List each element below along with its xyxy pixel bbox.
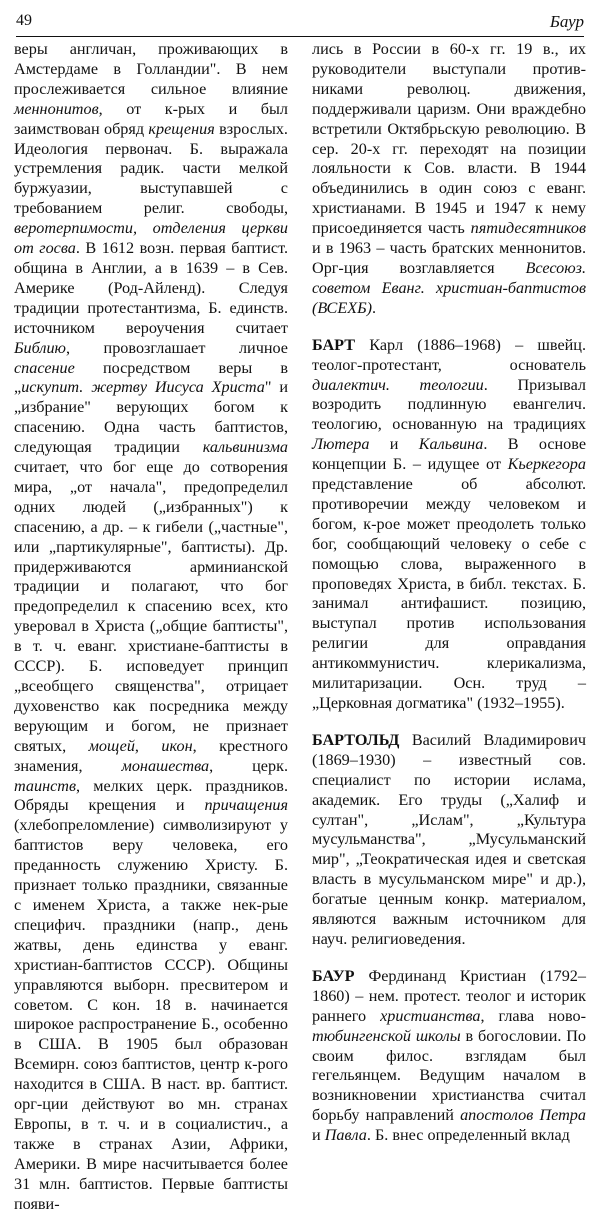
- entry-bartold: [312, 731, 586, 950]
- text-run: .: [372, 298, 377, 317]
- text-run: Василий Владимирович (1869–1930) – известный сов. специалист по истории ислама, академик. Его труды („Халиф и султан", „Ислам", „Культура мусульманства", „Мусульманский мир", „Теократическая идея и светская власть в мусульманском мире" и др.), богатые ценным конкр. материалом, являются важным источником для науч. религиоведения.: [312, 730, 586, 948]
- text-run: посредством веры в „: [14, 358, 288, 397]
- text-run: и: [369, 435, 419, 454]
- italic-term: кальвинизма: [202, 438, 288, 457]
- text-run: взрослых. Идеология первонач. Б. выражала устремления радик. части мелкой буржуазии, выступавшей с требованием религ. свободы,: [14, 119, 288, 218]
- italic-term: таинств: [14, 776, 77, 795]
- text-run: Карл (1886–1968) – швейц. теолог-протестант, основатель: [312, 335, 586, 374]
- entry-baur: [312, 967, 586, 1146]
- entry-headword: БАРТ: [312, 335, 356, 354]
- entry-headword: БАУР: [312, 966, 355, 985]
- text-run: в богословии. По своим филос. взглядам был гегельянцем. Ведущим началом в возникновении христианства считал борьбу направлений: [312, 1026, 586, 1125]
- entry-baur-text: [312, 967, 586, 1146]
- text-run: представление об абсолют. противоречии между человеком и богом, к-рое может преодолеть только бог, сообщающий человеку о себе с помощью слова, выраженного в проповедях Христа, в библ. текстах. Б. занимал антифашист. позицию, выступал против использования религии для оправдания антикоммунистич. клерикализма, милитаризации. Осн. труд – „Церковная догматика" (1932–1955).: [312, 475, 586, 712]
- text-run: . В основе концепции Б. – идущее от: [312, 435, 586, 474]
- italic-term: искупит. жертву Иисуса Христа: [21, 378, 265, 397]
- text-run: (хлебопреломление) символизируют у баптистов веру человека, его преданность служению Христу. Б. признает только праздники, связанные с именем Христа, а также нек-рые специфич. праздники (напр., день жатвы, день единства у еванг. христиан-баптистов СССР). Общины управляются выборн. пресвитером и советом. С кон. 18 в. начинается широкое распространение Б., особенно в США. В 1905 был образован Всемирн. союз баптистов, центр к-рого находится в США. В наст. вр. баптист. орг-ции действуют во мн. странах Европы, в т. ч. и в социалистич., а также в странах Азии, Африки, Америки. В мире насчитывается более 31 млн. баптистов. Первые баптисты появи-: [14, 816, 288, 1213]
- italic-term: апостолов Петра: [460, 1106, 586, 1125]
- italic-term: диалектич. теологии: [312, 375, 484, 394]
- italic-term: мощей: [88, 736, 135, 755]
- right-column: [312, 40, 586, 1146]
- text-run: Фердинанд Кристиан (1792–1860) – нем. протест. теолог и историк раннего: [312, 966, 586, 1025]
- text-run: и: [312, 1126, 325, 1145]
- text-run: , провозглашает личное: [65, 338, 288, 357]
- entry-bart-text: [312, 336, 586, 714]
- text-run: и в 1963 – часть братских меннонитов. Орг-ция возглавляется: [312, 239, 586, 277]
- entry-continuation-baptism: [14, 40, 288, 1214]
- text-run: . Б. внес определенный вклад: [366, 1126, 570, 1145]
- text-run: , глава ново-: [480, 1006, 586, 1025]
- italic-term: Павла: [324, 1126, 367, 1145]
- italic-term: меннонитов: [14, 99, 99, 118]
- italic-term: Кьеркегора: [507, 455, 586, 474]
- text-run: лись в России в 60-х гг. 19 в., их руководители выступали против-никами революц. движения, поддерживали царизм. Они враждебно встретили Октябрьскую революцию. В сер. 20-х гг. переходят на позиции лояльности к Сов. власти. В 1944 объединились в один союз с еванг. христианами. В 1945 и 1947 к нему присоединяется часть: [312, 40, 586, 238]
- text-run: ,: [134, 736, 162, 755]
- italic-term: спасение: [14, 358, 75, 377]
- text-run: " и „избрание" верующих богом к спасению. Одна часть баптистов, следующая традиции: [14, 378, 288, 457]
- text-run: , мелких церк. праздников. Обряды крещения и: [14, 776, 288, 815]
- text-run: . Призывал возродить подлинную евангелич. теологию, основанную на традициях: [312, 375, 586, 434]
- italic-term: Лютера: [312, 435, 370, 454]
- entry-headword: БАРТОЛЬД: [312, 730, 400, 749]
- text-run: , от к-рых и был заимствован обряд: [14, 99, 288, 138]
- italic-term: Кальвина: [418, 435, 484, 454]
- italic-term: Библию: [14, 338, 66, 357]
- italic-term: Всесоюз. советом Еванг. христиан-баптистов (ВСЕХБ): [312, 258, 586, 317]
- text-run: . В 1612 возн. первая баптист. община в Англии, а в 1639 – в Сев. Америке (Род-Айленд). Следуя традиции протестантизма, Б. единств. источником вероучения считает: [14, 239, 288, 337]
- italic-term: тюбингенской школы: [312, 1026, 461, 1045]
- header-rule: [16, 36, 584, 37]
- text-run: , крестного знамения,: [14, 736, 288, 775]
- italic-term: причащения: [204, 796, 288, 815]
- text-run: считает, что бог еще до сотворения мира, „от начала", предопределил одних людей („избранных") к спасению, а др. – к гибели („частные", или „партикулярные", баптисты). Др. придерживаются арминианской традиции и полагают, что бог предопределил к спасению всех, кто уверовал в Христа („общие баптисты", в т. ч. еванг. христиане-баптисты в СССР). Б. исповедует принцип „всеобщего священства", отрицает духовенство как посредника между верующим и богом, не признает святых,: [14, 458, 288, 755]
- running-head: Баур: [549, 12, 584, 31]
- italic-term: монашества: [121, 756, 210, 775]
- italic-term: веротерпимости, отделения церкви от госва: [14, 219, 288, 258]
- italic-term: пятидесятников: [470, 219, 586, 238]
- italic-term: христианства: [380, 1006, 481, 1025]
- entry-bart: [312, 336, 586, 714]
- left-column: [14, 40, 288, 1214]
- entry-bartold-text: [312, 731, 586, 950]
- text-run: , церк.: [209, 756, 288, 775]
- page-header: [16, 6, 584, 36]
- page-number: 49: [16, 12, 32, 29]
- italic-term: крещения: [148, 119, 215, 138]
- entry-continuation-baptism-end: [312, 40, 586, 319]
- text-run: веры англичан, проживающих в Амстердаме в Голландии". В нем прослеживается сильное влияние: [14, 40, 288, 98]
- italic-term: икон: [161, 736, 193, 755]
